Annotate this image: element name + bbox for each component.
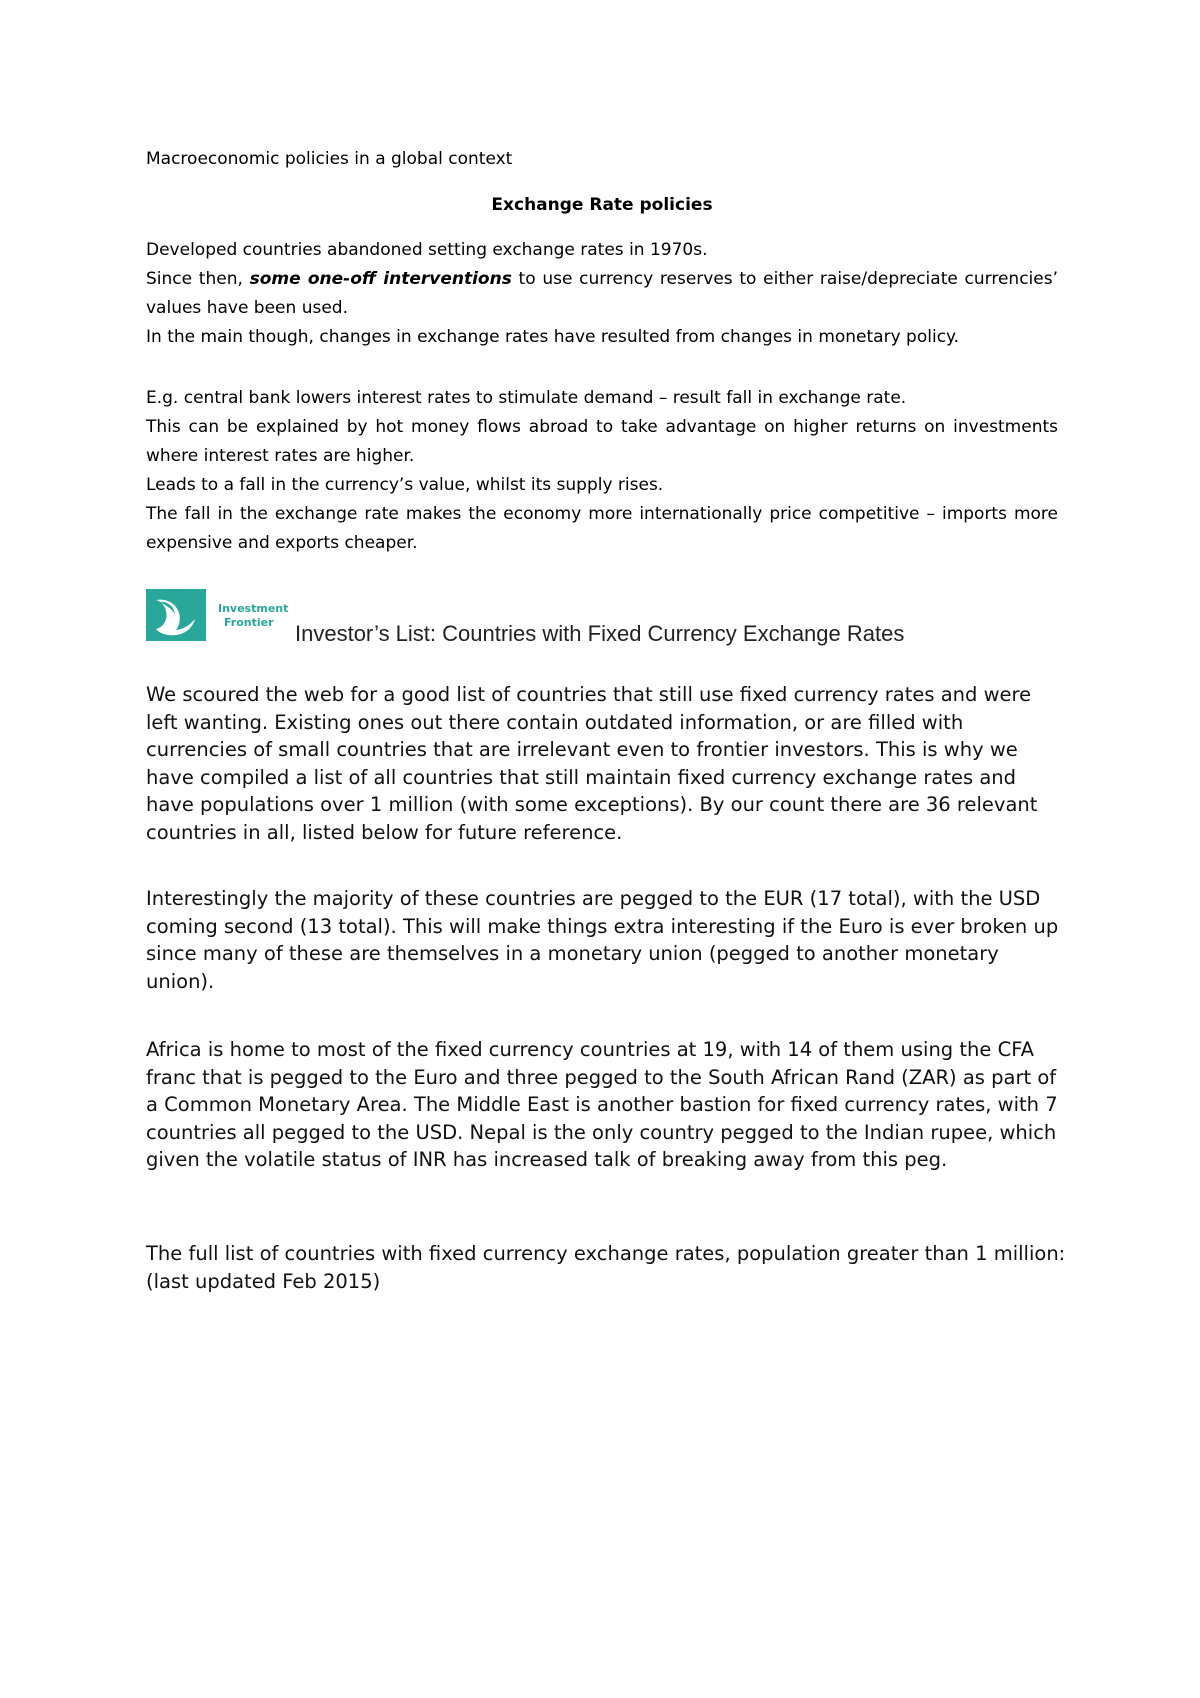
- notes-text: Since then,: [146, 269, 250, 289]
- logo-text: Investment: [218, 602, 289, 615]
- monetary-policy-notes: [146, 384, 1058, 558]
- investment-frontier-logo: [146, 589, 289, 641]
- emphasized-text: some one-off interventions: [249, 269, 512, 289]
- notes-text: to use currency reserves to either raise/depreciate currencies’ values have been used.: [146, 269, 1058, 318]
- notes-line: Leads to a fall in the currency’s value, whilst its supply rises.: [146, 475, 664, 495]
- notes-line: The fall in the exchange rate makes the economy more internationally price competitive – imports more expensive and exports cheaper.: [146, 504, 1058, 553]
- notes-line: [146, 265, 1058, 323]
- notes-line: Developed countries abandoned setting exchange rates in 1970s.: [146, 240, 708, 260]
- logo-text: Frontier: [224, 616, 274, 629]
- article-paragraph: Africa is home to most of the fixed currency countries at 19, with 14 of them using the CFA franc that is pegged to the Euro and three pegged to the South African Rand (ZAR) as part of a Common Monetary Area. The Middle East is another bastion for fixed currency rates, with 7 countries all pegged to the USD. Nepal is the only country pegged to the Indian rupee, which given the volatile status of INR has increased talk of breaking away from this peg.: [146, 1038, 1058, 1171]
- wave-logo-icon: [146, 589, 206, 641]
- notes-line: This can be explained by hot money flows abroad to take advantage on higher returns on investments where interest rates are higher.: [146, 417, 1058, 466]
- section-heading: Exchange Rate policies: [491, 195, 713, 215]
- notes-line: E.g. central bank lowers interest rates to stimulate demand – result fall in exchange rate.: [146, 388, 907, 408]
- article-paragraph: We scoured the web for a good list of countries that still use fixed currency rates and were left wanting. Existing ones out there contain outdated information, or are filled with currencies of small countries that are irrelevant even to frontier investors. This is why we have compiled a list of all countries that still maintain fixed currency exchange rates and have populations over 1 million (with some exceptions). By our count there are 36 relevant countries in all, listed below for future reference.: [146, 683, 1038, 844]
- article-paragraph: The full list of countries with fixed currency exchange rates, population greater than 1 million: (last updated Feb 2015): [146, 1242, 1066, 1293]
- article-paragraph: Interestingly the majority of these countries are pegged to the EUR (17 total), with the USD coming second (13 total). This will make things extra interesting if the Euro is ever broken up since many of these are themselves in a monetary union (pegged to another monetary union).: [146, 887, 1059, 993]
- article-title: Investor’s List: Countries with Fixed Currency Exchange Rates: [295, 621, 905, 646]
- document-title: Macroeconomic policies in a global context: [146, 149, 513, 169]
- exchange-rate-notes: [146, 236, 1058, 352]
- notes-line: In the main though, changes in exchange rates have resulted from changes in monetary policy.: [146, 327, 960, 347]
